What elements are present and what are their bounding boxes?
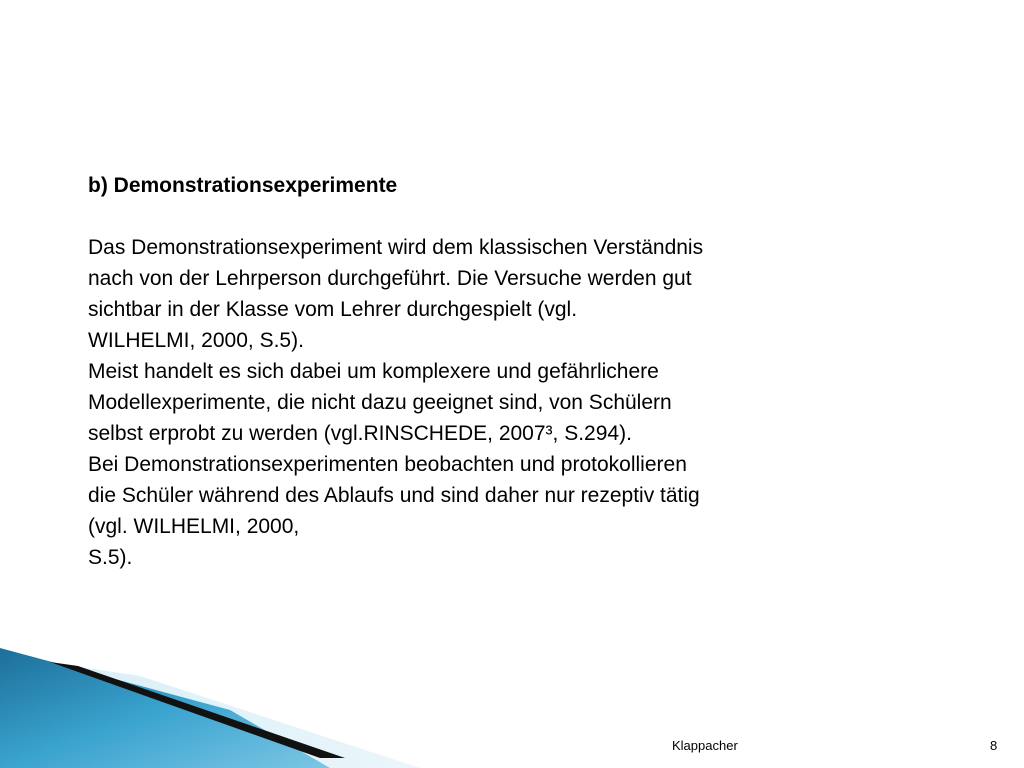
- page-number: 8: [990, 738, 998, 753]
- body-line: selbst erprobt zu werden (vgl.RINSCHEDE, 2007³, S.294).: [88, 422, 632, 445]
- body-line: WILHELMI, 2000, S.5).: [88, 329, 304, 352]
- slide-heading: b) Demonstrationsexperimente: [88, 174, 398, 197]
- body-line: nach von der Lehrperson durchgeführt. Die Versuche werden gut: [88, 267, 692, 290]
- body-line: S.5).: [88, 546, 133, 569]
- body-line: Modellexperimente, die nicht dazu geeignet sind, von Schülern: [88, 391, 672, 414]
- slide-body: [88, 170, 848, 573]
- body-line: Meist handelt es sich dabei um komplexere und gefährlichere: [88, 360, 659, 383]
- body-line: die Schüler während des Ablaufs und sind daher nur rezeptiv tätig: [88, 484, 700, 507]
- body-line: (vgl. WILHELMI, 2000,: [88, 515, 300, 538]
- body-line: sichtbar in der Klasse vom Lehrer durchgespielt (vgl.: [88, 298, 578, 321]
- body-line: Das Demonstrationsexperiment wird dem klassischen Verständnis: [88, 236, 704, 259]
- spacer: [88, 201, 848, 232]
- footer-author: Klappacher: [672, 738, 738, 753]
- decor-teal-wedge: [0, 648, 330, 768]
- body-line: Bei Demonstrationsexperimenten beobachten und protokollieren: [88, 453, 687, 476]
